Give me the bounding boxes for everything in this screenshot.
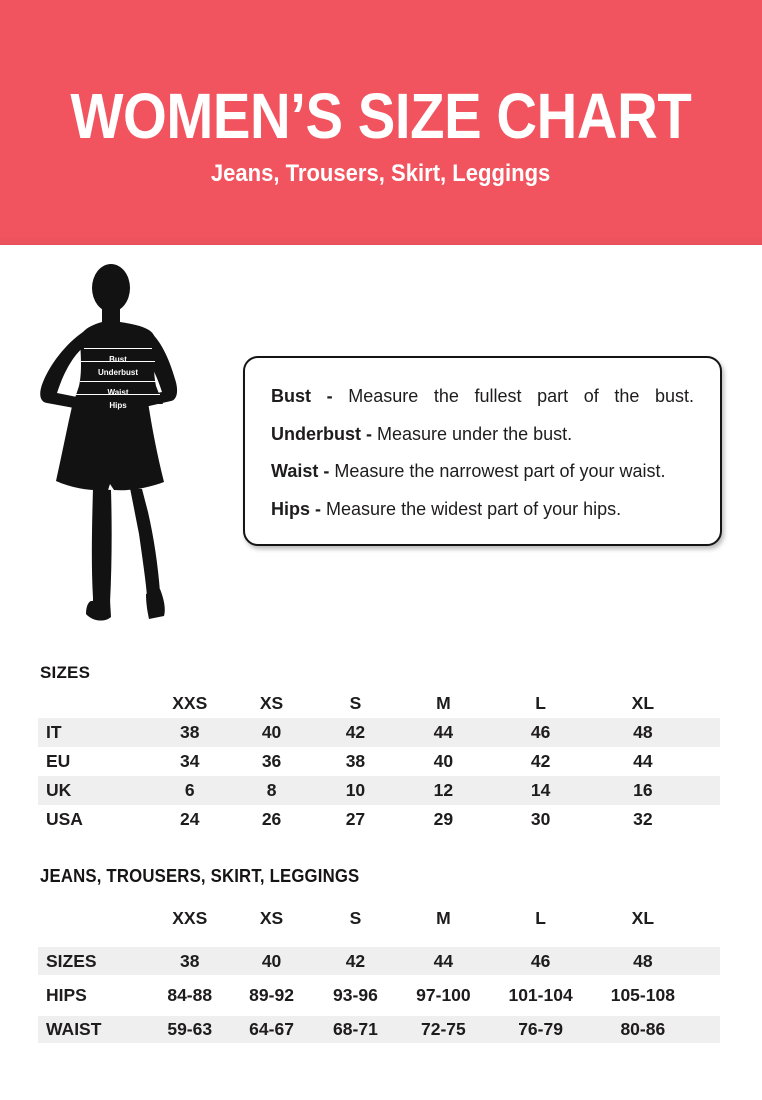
table-header-row xyxy=(38,901,720,935)
col-header-m: M xyxy=(436,692,451,713)
cell: 68-71 xyxy=(333,1019,378,1039)
row-label: EU xyxy=(46,751,71,771)
page-title: WOMEN’S SIZE CHART xyxy=(70,80,692,152)
row-label: HIPS xyxy=(46,985,87,1005)
cell: 46 xyxy=(530,722,551,742)
cell: 42 xyxy=(345,950,366,971)
row-label: WAIST xyxy=(46,1019,102,1039)
header-banner xyxy=(0,0,762,245)
cell: 38 xyxy=(345,751,366,771)
cell: 40 xyxy=(433,751,454,771)
cell: 38 xyxy=(180,950,200,971)
cell: 42 xyxy=(345,722,366,742)
hips-measure-band xyxy=(76,394,160,413)
table-row-sizes xyxy=(38,947,720,975)
measurement-guide-box xyxy=(243,356,722,546)
col-header-xxs: XXS xyxy=(172,907,208,928)
table-row-hips xyxy=(38,975,720,1016)
cell: 40 xyxy=(261,950,282,971)
cell: 84-88 xyxy=(167,985,213,1005)
cell: 44 xyxy=(433,950,454,971)
cell: 48 xyxy=(633,722,653,742)
table-row-waist xyxy=(38,1016,720,1043)
cell: 24 xyxy=(180,809,200,829)
cell: 93-96 xyxy=(333,985,378,1005)
cell: 10 xyxy=(345,780,366,800)
cell: 97-100 xyxy=(416,985,471,1005)
guide-term: Bust - xyxy=(271,386,333,406)
cell: 42 xyxy=(530,751,551,771)
guide-term: Waist - xyxy=(271,461,330,481)
cell: 76-79 xyxy=(518,1019,563,1039)
cell: 89-92 xyxy=(249,985,294,1005)
cell: 101-104 xyxy=(508,985,573,1005)
guide-line-hips xyxy=(271,491,694,529)
col-header-xs: XS xyxy=(259,907,284,928)
guide-desc: Measure under the bust. xyxy=(377,423,573,444)
table-row-uk xyxy=(38,776,720,805)
cell: 32 xyxy=(633,809,653,829)
cell: 36 xyxy=(261,751,282,771)
sizes-table-heading: SIZES xyxy=(40,663,91,682)
cell: 72-75 xyxy=(421,1019,466,1039)
guide-desc: Measure the fullest part of the bust. xyxy=(348,386,694,406)
table-row-usa xyxy=(38,805,720,834)
col-header-s: S xyxy=(349,692,362,713)
figure-label-bust: Bust xyxy=(109,355,127,364)
cell: 38 xyxy=(180,722,200,742)
col-header-l: L xyxy=(535,692,546,713)
row-label: SIZES xyxy=(46,950,97,971)
cell: 40 xyxy=(261,722,282,742)
cell: 44 xyxy=(633,751,653,771)
table-row-eu xyxy=(38,747,720,776)
cell: 30 xyxy=(530,809,551,829)
guide-line-waist xyxy=(271,453,694,491)
col-header-xxs: XXS xyxy=(172,692,208,713)
woman-silhouette-graphic xyxy=(36,252,241,627)
col-header-s: S xyxy=(349,907,362,928)
cell: 29 xyxy=(433,809,454,829)
guide-term: Hips - xyxy=(271,498,322,519)
cell: 46 xyxy=(530,950,551,971)
cell: 8 xyxy=(266,780,277,800)
cell: 16 xyxy=(633,780,653,800)
figure-label-waist: Waist xyxy=(107,388,129,397)
table-row-it xyxy=(38,718,720,747)
table-header-row xyxy=(38,688,720,718)
guide-desc: Measure the widest part of your hips. xyxy=(326,498,622,519)
guide-line-bust xyxy=(271,378,694,416)
col-header-xl: XL xyxy=(631,907,655,928)
cell: 34 xyxy=(180,751,200,771)
guide-line-underbust xyxy=(271,416,694,454)
col-header-l: L xyxy=(535,907,546,928)
cell: 64-67 xyxy=(249,1019,294,1039)
garments-table-section xyxy=(38,866,720,1043)
figure-label-hips: Hips xyxy=(109,401,127,410)
guide-desc: Measure the narrowest part of your waist. xyxy=(334,461,666,481)
sizes-table-section xyxy=(38,663,720,834)
col-header-m: M xyxy=(436,907,451,928)
row-label: IT xyxy=(46,722,62,742)
row-label: USA xyxy=(46,809,83,829)
underbust-measure-band xyxy=(81,361,155,380)
cell: 44 xyxy=(433,722,454,742)
col-header-xs: XS xyxy=(259,692,284,713)
cell: 12 xyxy=(433,780,454,800)
cell: 6 xyxy=(184,780,195,800)
cell: 14 xyxy=(530,780,551,800)
guide-term: Underbust - xyxy=(271,423,372,444)
row-label: UK xyxy=(46,780,72,800)
cell: 59-63 xyxy=(167,1019,213,1039)
cell: 48 xyxy=(633,950,653,971)
cell: 27 xyxy=(345,809,366,829)
cell: 26 xyxy=(261,809,282,829)
figure-label-underbust: Underbust xyxy=(98,368,138,377)
garments-table-heading: JEANS, TROUSERS, SKIRT, LEGGINGS xyxy=(40,866,360,886)
page-subtitle: Jeans, Trousers, Skirt, Leggings xyxy=(211,160,551,187)
cell: 80-86 xyxy=(620,1019,666,1039)
col-header-xl: XL xyxy=(631,692,655,713)
woman-silhouette-figure xyxy=(36,252,241,627)
cell: 105-108 xyxy=(610,985,675,1005)
